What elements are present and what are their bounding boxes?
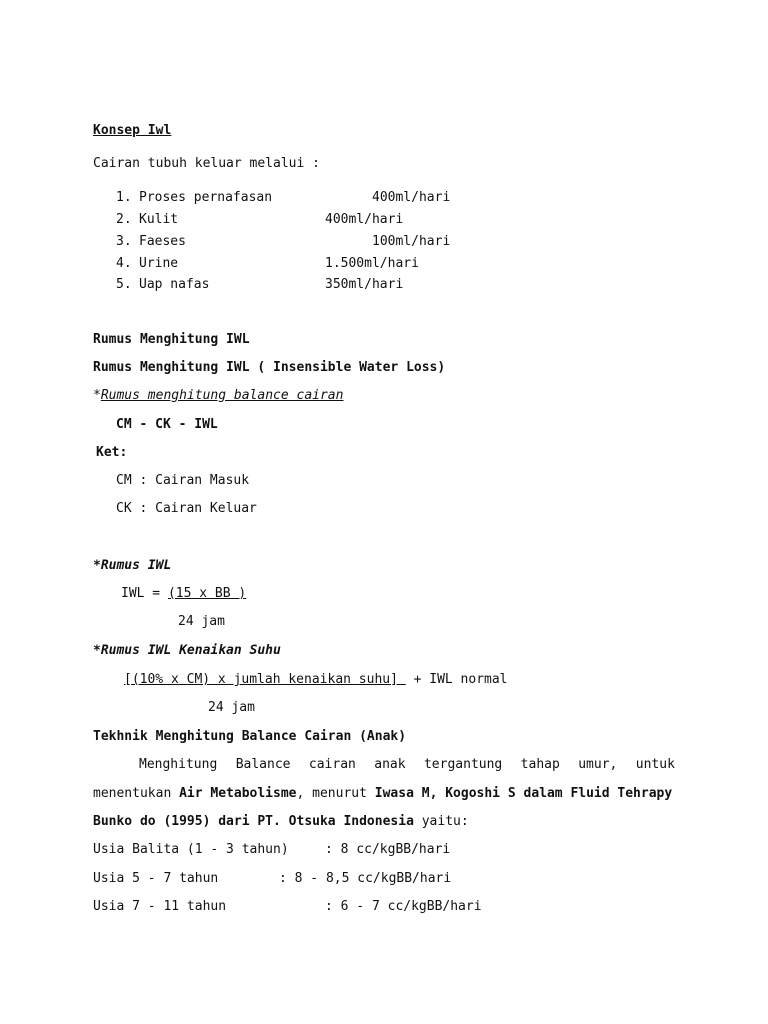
tekhnik-heading: Tekhnik Menghitung Balance Cairan (Anak): [93, 729, 407, 744]
list-item-value: 100ml/hari: [372, 234, 451, 249]
iwl-formula: [121, 586, 246, 602]
ket-label: Ket:: [96, 445, 128, 460]
list-item-label: Faeses: [139, 234, 186, 249]
list-item-label: Kulit: [139, 212, 179, 227]
ket-cm: CM : Cairan Masuk: [116, 473, 250, 488]
p2-text: menentukan: [93, 786, 180, 801]
suhu-denominator: 24 jam: [208, 700, 255, 715]
iwl-prefix: IWL =: [121, 586, 168, 601]
list-number: 3.: [116, 234, 132, 249]
paragraph-line-2: [93, 786, 672, 802]
para-word: anak: [374, 757, 406, 772]
para-word: tergantung: [423, 757, 503, 772]
intro-text: Cairan tubuh keluar melalui :: [93, 156, 320, 171]
suhu-numerator: [(10% x CM) x jumlah kenaikan suhu]: [124, 672, 406, 687]
para-word: Balance: [235, 757, 291, 772]
suhu-formula: [124, 672, 508, 688]
age-value: : 6 - 7 cc/kgBB/hari: [325, 899, 482, 914]
list-item-label: Proses pernafasan: [139, 190, 273, 205]
list-item-value: 350ml/hari: [325, 277, 404, 292]
p3-text: yaitu:: [413, 814, 469, 829]
para-word: untuk: [635, 757, 675, 772]
asterisk: *: [93, 388, 101, 403]
list-item-label: Uap nafas: [139, 277, 210, 292]
list-item-value: 400ml/hari: [325, 212, 404, 227]
balance-heading: [93, 388, 343, 404]
age-value: : 8 - 8,5 cc/kgBB/hari: [279, 871, 452, 886]
rumus-suhu-heading: *Rumus IWL Kenaikan Suhu: [93, 643, 281, 658]
list-number: 5.: [116, 277, 132, 292]
para-word: tahap: [520, 757, 560, 772]
iwl-denominator: 24 jam: [178, 614, 225, 629]
balance-title: Rumus menghitung balance cairan: [100, 388, 344, 403]
para-word: umur,: [578, 757, 618, 772]
suhu-rest: + IWL normal: [405, 672, 508, 687]
list-item-value: 400ml/hari: [372, 190, 451, 205]
ket-ck: CK : Cairan Keluar: [116, 501, 257, 516]
para-word: Menghitung: [139, 757, 218, 772]
list-number: 2.: [116, 212, 132, 227]
list-number: 4.: [116, 256, 132, 271]
rumus-heading-full: Rumus Menghitung IWL ( Insensible Water Loss): [93, 360, 446, 375]
list-item-label: Urine: [139, 256, 179, 271]
age-label: Usia 5 - 7 tahun: [93, 871, 219, 886]
paragraph-line-1: [139, 757, 675, 773]
iwl-numerator: (15 x BB ): [167, 586, 247, 601]
para-word: cairan: [308, 757, 356, 772]
age-label: Usia 7 - 11 tahun: [93, 899, 227, 914]
paragraph-line-3: [93, 814, 469, 830]
age-label: Usia Balita (1 - 3 tahun): [93, 842, 289, 857]
list-item-value: 1.500ml/hari: [325, 256, 419, 271]
p2-bold-source: Iwasa M, Kogoshi S dalam Fluid Tehrapy: [374, 786, 673, 801]
p2-bold: Air Metabolisme: [179, 786, 297, 801]
rumus-iwl-heading: *Rumus IWL: [93, 558, 172, 573]
page-title: Konsep Iwl: [93, 123, 172, 138]
rumus-heading: Rumus Menghitung IWL: [93, 332, 250, 347]
age-value: : 8 cc/kgBB/hari: [325, 842, 451, 857]
list-number: 1.: [116, 190, 132, 205]
balance-formula: CM - CK - IWL: [116, 417, 218, 432]
p2-text: , menurut: [296, 786, 375, 801]
p3-bold: Bunko do (1995) dari PT. Otsuka Indonesia: [93, 814, 414, 829]
